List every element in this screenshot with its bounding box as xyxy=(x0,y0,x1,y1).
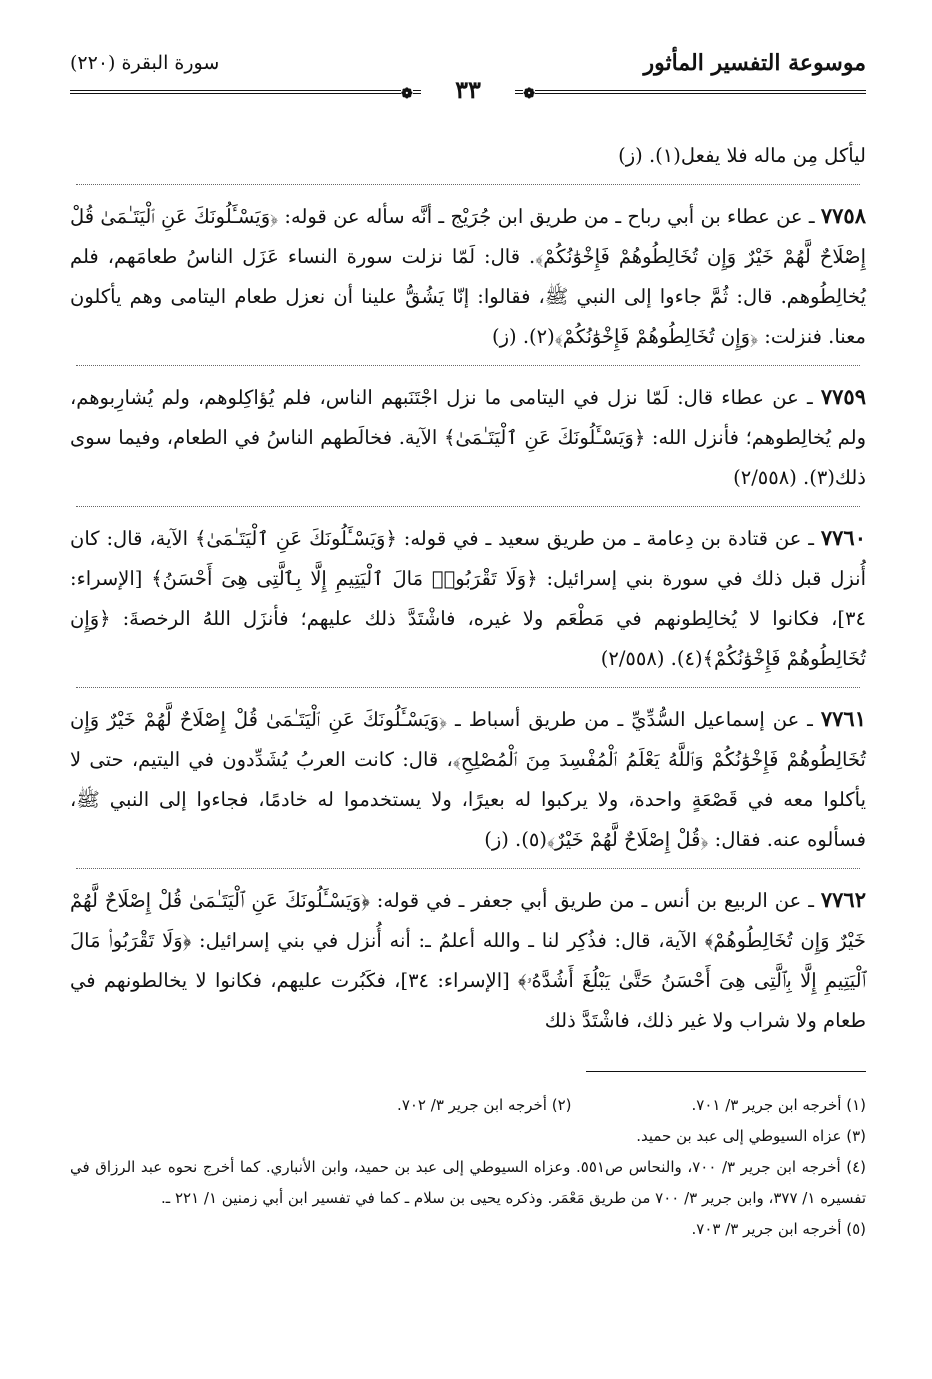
entry-text: ـ عن قتادة بن دِعامة ـ من طريق سعيد ـ في قوله: ﴿وَيَسْـَٔلُونَكَ عَنِ ٱلْيَتَـٰمَىٰ﴾ الآية، قال: كان أُنزل قبل ذلك في سورة بني إسرائيل: ﴿وَلَا تَقْرَبُوا۟ مَالَ ٱلْيَتِيمِ إِلَّا بِٱلَّتِى هِىَ أَحْسَنُ﴾ [الإسراء: ٣٤]، فكانوا لا يُخالِطونهم في مَطْعَم ولا غيره، فاشْتَدَّ ذلك عليهم؛ فأنزَل اللهُ الرخصةَ: ﴿وَإِن تُخَالِطُوهُمْ فَإِخْوَٰنُكُمْ﴾(٤). (٢/٥٥٨) xyxy=(70,527,866,670)
ornament-icon: ❁ xyxy=(401,86,413,102)
entry-number: ٧٧٥٨ xyxy=(820,203,866,228)
divider xyxy=(76,868,860,870)
entry-text: ـ عن عطاء قال: لَمّا نزل في اليتامى ما نزل اجْتَنَبهم الناس، فلم يُؤاكِلوهم، ولم يُشارِبوهم، ولم يُخالِطوهم؛ فأنزل الله: ﴿وَيَسْـَٔلُونَكَ عَنِ ٱلْيَتَـٰمَىٰ﴾ الآية. فخالَطهم الناسُ في الطعام، وفيما سوى ذلك(٣). (٢/٥٥٨) xyxy=(70,386,866,489)
footnote-2: (٢) أخرجه ابن جرير ٣/ ٧٠٢. xyxy=(397,1096,572,1114)
hadith-entry xyxy=(70,196,866,357)
footnote-rule xyxy=(586,1071,866,1072)
hadith-entry xyxy=(70,377,866,498)
paragraph-continuation xyxy=(70,136,866,176)
hadith-entry xyxy=(70,518,866,679)
main-text xyxy=(70,136,866,1041)
hadith-entry xyxy=(70,699,866,860)
page-header xyxy=(70,40,866,104)
footnotes xyxy=(70,1090,866,1245)
entry-text: ـ عن عطاء بن أبي رباح ـ من طريق ابن جُرَيْج ـ أنَّه سأله عن قوله: ﴿وَيَسْـَٔلُونَكَ عَنِ ٱلْيَتَـٰمَىٰ قُلْ إِصْلَاحٌ لَّهُمْ خَيْرٌ وَإِن تُخَالِطُوهُمْ فَإِخْوَٰنُكُمْ﴾. قال: لَمّا نزلت سورة النساء عَزَل الناسُ طعامَهم، فلم يُخالِطُوهم. قال: ثُمَّ جاءوا إلى النبي ﷺ، فقالوا: إنّا يَشُقُّ علينا أن نعزل طعام اليتامى وهم يأكلون معنا. فنزلت: ﴿وَإِن تُخَالِطُوهُمْ فَإِخْوَٰنُكُمْ﴾(٢). (ز) xyxy=(70,205,866,348)
footnote-row xyxy=(70,1090,866,1121)
book-title: موسوعة التفسير المأثور xyxy=(643,50,866,76)
entry-number: ٧٧٥٩ xyxy=(820,384,866,409)
page xyxy=(70,40,866,1245)
page-number-block xyxy=(70,76,866,108)
footnote-4: (٤) أخرجه ابن جرير ٣/ ٧٠٠، والنحاس ص٥٥١. وعزاه السيوطي إلى عبد بن حميد، وابن الأنباري. كما أخرج نحوه عبد الرزاق في تفسيره ١/ ٣٧٧، وابن جرير ٣/ ٧٠٠ من طريق مَعْمَر. وذكره يحيى بن سلام ـ كما في تفسير ابن أبي زمنين ١/ ٢٢١ ـ. xyxy=(70,1158,867,1207)
paragraph-text: ليأكل مِن ماله فلا يفعل(١). (ز) xyxy=(618,144,866,167)
divider xyxy=(76,184,860,186)
surah-label: سورة البقرة (٢٢٠) xyxy=(70,52,220,74)
page-number: ٣٣ xyxy=(421,76,515,104)
divider xyxy=(76,687,860,689)
footnote-3: (٣) عزاه السيوطي إلى عبد بن حميد. xyxy=(636,1127,866,1145)
entry-text: ـ عن إسماعيل السُّدِّيِّ ـ من طريق أسباط ـ ﴿وَيَسْـَٔلُونَكَ عَنِ ٱلْيَتَـٰمَىٰ قُلْ إِصْلَاحٌ لَّهُمْ خَيْرٌ وَإِن تُخَالِطُوهُمْ فَإِخْوَٰنُكُمْ وَٱللَّهُ يَعْلَمُ ٱلْمُفْسِدَ مِنَ ٱلْمُصْلِحِ﴾، قال: كانت العربُ يُشَدِّدون في اليتيم، حتى لا يأكلوا معه في قَصْعَةٍ واحدة، ولا يركبوا له بعيرًا، ولا يستخدموا له خادمًا، فجاءوا إلى النبي ﷺ، فسألوه عنه. فقال: ﴿قُلْ إِصْلَاحٌ لَّهُمْ خَيْرٌ﴾(٥). (ز) xyxy=(70,708,866,851)
hadith-entry xyxy=(70,880,866,1041)
entry-number: ٧٧٦٠ xyxy=(820,525,866,550)
footnote-5: (٥) أخرجه ابن جرير ٣/ ٧٠٣. xyxy=(691,1220,866,1238)
divider xyxy=(76,506,860,508)
entry-text: ـ عن الربيع بن أنس ـ من طريق أبي جعفر ـ في قوله: ﴿وَيَسْـَٔلُونَكَ عَنِ ٱلْيَتَـٰمَىٰ قُلْ إِصْلَاحٌ لَّهُمْ خَيْرٌ وَإِن تُخَالِطُوهُمْ﴾ الآية، قال: فذُكِر لنا ـ والله أعلمُ ـ: أنه أُنزل في بني إسرائيل: ﴿وَلَا تَقْرَبُوا۟ مَالَ ٱلْيَتِيمِ إِلَّا بِٱلَّتِى هِىَ أَحْسَنُ حَتَّىٰ يَبْلُغَ أَشُدَّهُۥ﴾ [الإسراء: ٣٤]، فكَبُرت عليهم، فكانوا لا يخالطونهم في طعام ولا شراب ولا غير ذلك، فاشْتَدَّ ذلك xyxy=(70,889,866,1032)
divider xyxy=(76,365,860,367)
footnote-1: (١) أخرجه ابن جرير ٣/ ٧٠١. xyxy=(691,1096,866,1114)
ornament-icon: ❁ xyxy=(523,86,535,102)
entry-number: ٧٧٦١ xyxy=(820,706,866,731)
entry-number: ٧٧٦٢ xyxy=(820,887,866,912)
